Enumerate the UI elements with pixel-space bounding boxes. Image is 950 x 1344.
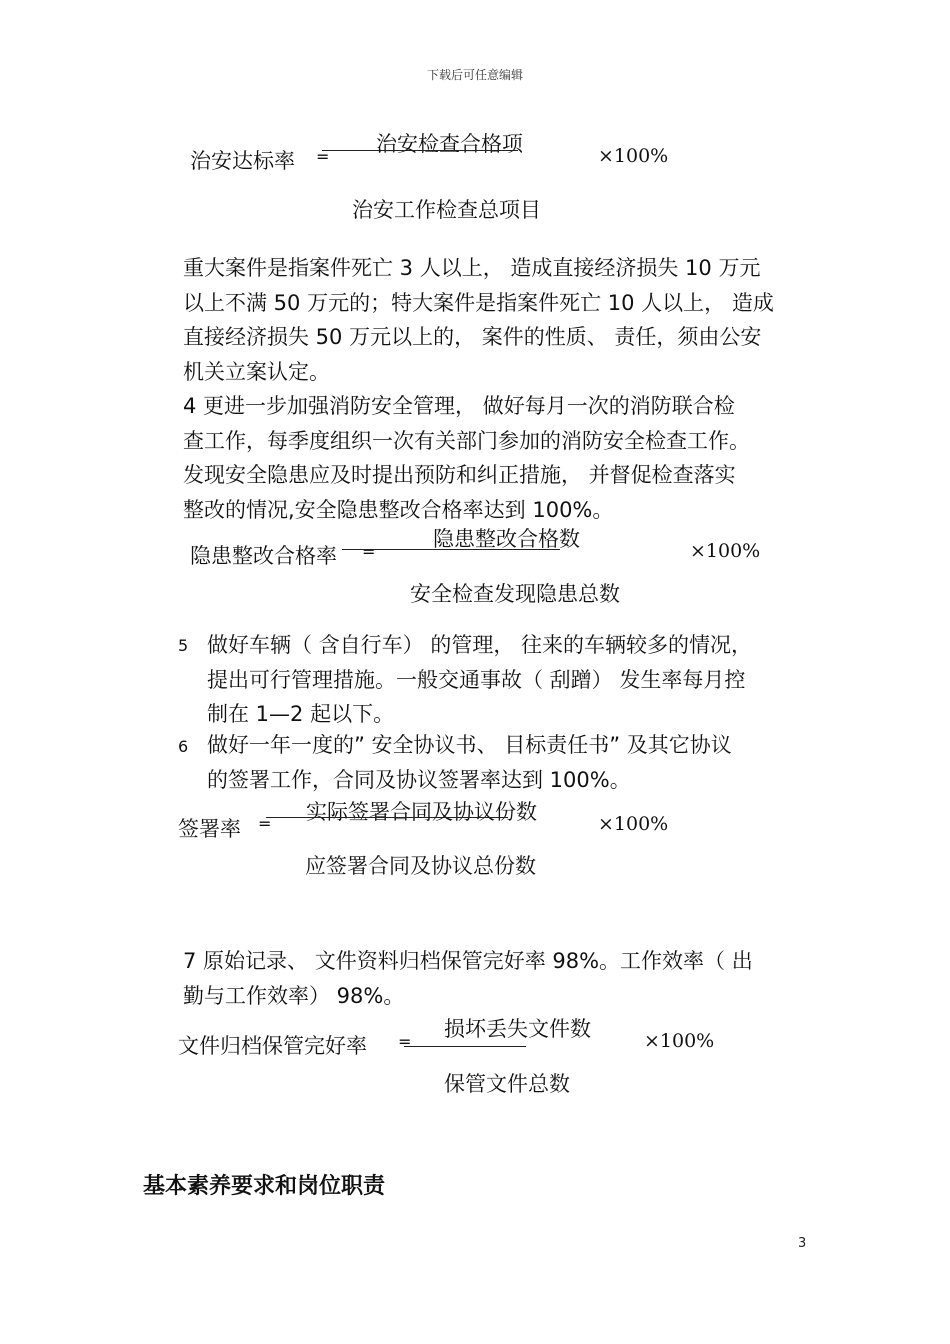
section-heading: 基本素养要求和岗位职责 xyxy=(143,1174,386,1199)
formula-label: 隐患整改合格率 xyxy=(190,544,337,568)
page-number: 3 xyxy=(798,1236,807,1251)
formula-multiplier: ×100% xyxy=(644,1030,715,1052)
formula-label: 签署率 xyxy=(178,817,241,841)
list-item-text xyxy=(207,628,752,732)
fraction-line xyxy=(322,150,518,151)
paragraph-line: 重大案件是指案件死亡 3 人以上， 造成直接经济损失 10 万元 xyxy=(183,256,761,280)
formula-numerator: 隐患整改合格数 xyxy=(433,527,580,551)
paragraph-line: 勤与工作效率） 98%。 xyxy=(183,983,405,1008)
paragraph-line: 的签署工作，合同及协议签署率达到 100%。 xyxy=(207,767,631,792)
formula-equals: = xyxy=(398,1032,412,1051)
formula-equals: = xyxy=(362,542,376,561)
paragraph-line: 4 更进一步加强消防安全管理， 做好每月一次的消防联合检 xyxy=(183,394,735,418)
formula-denominator: 保管文件总数 xyxy=(444,1072,570,1096)
formula-denominator: 治安工作检查总项目 xyxy=(352,198,541,222)
paragraph-line: 整改的情况,安全隐患整改合格率达到 100%。 xyxy=(183,497,614,522)
paragraph-line: 7 原始记录、 文件资料归档保管完好率 98%。工作效率（ 出 xyxy=(183,949,753,973)
paragraph-line: 做好一年一度的” 安全协议书、 目标责任书” 及其它协议 xyxy=(207,733,732,757)
formula-numerator: 治安检查合格项 xyxy=(376,132,523,156)
formula-multiplier: ×100% xyxy=(598,813,669,835)
paragraph-line: 查工作，每季度组织一次有关部门参加的消防安全检查工作。 xyxy=(183,428,750,453)
paragraph-line: 以上不满 50 万元的；特大案件是指案件死亡 10 人以上， 造成 xyxy=(183,290,774,315)
paragraph-line: 机关立案认定。 xyxy=(183,359,330,384)
paragraph-major-cases xyxy=(183,251,774,389)
formula-multiplier: ×100% xyxy=(598,145,669,167)
list-item-number: 5 xyxy=(178,636,189,655)
fraction-line xyxy=(404,1046,526,1047)
page-header: 下载后可任意编辑 xyxy=(426,68,523,82)
paragraph-line: 做好车辆（ 含自行车） 的管理， 往来的车辆较多的情况， xyxy=(207,633,753,657)
formula-denominator: 安全检查发现隐患总数 xyxy=(410,582,620,606)
formula-multiplier: ×100% xyxy=(690,540,761,562)
list-item-number: 6 xyxy=(178,737,189,756)
formula-equals: = xyxy=(258,814,272,833)
paragraph-line: 直接经济损失 50 万元以上的， 案件的性质、 责任，须由公安 xyxy=(183,325,762,349)
list-item-text xyxy=(207,728,732,797)
paragraph-records xyxy=(183,944,753,1013)
formula-equals: = xyxy=(316,147,330,166)
paragraph-line: 制在 1—2 起以下。 xyxy=(207,702,395,726)
fraction-line xyxy=(266,817,508,818)
formula-label: 治安达标率 xyxy=(190,149,295,173)
fraction-line xyxy=(342,549,560,550)
formula-numerator: 实际签署合同及协议份数 xyxy=(306,800,537,824)
formula-label: 文件归档保管完好率 xyxy=(178,1034,367,1058)
formula-numerator: 损坏丢失文件数 xyxy=(444,1017,591,1041)
paragraph-fire-safety xyxy=(183,389,750,527)
formula-denominator: 应签署合同及协议总份数 xyxy=(305,854,536,878)
paragraph-line: 发现安全隐患应及时提出预防和纠正措施， 并督促检查落实 xyxy=(183,463,736,487)
paragraph-line: 提出可行管理措施。一般交通事故（ 刮蹭） 发生率每月控 xyxy=(207,667,746,692)
